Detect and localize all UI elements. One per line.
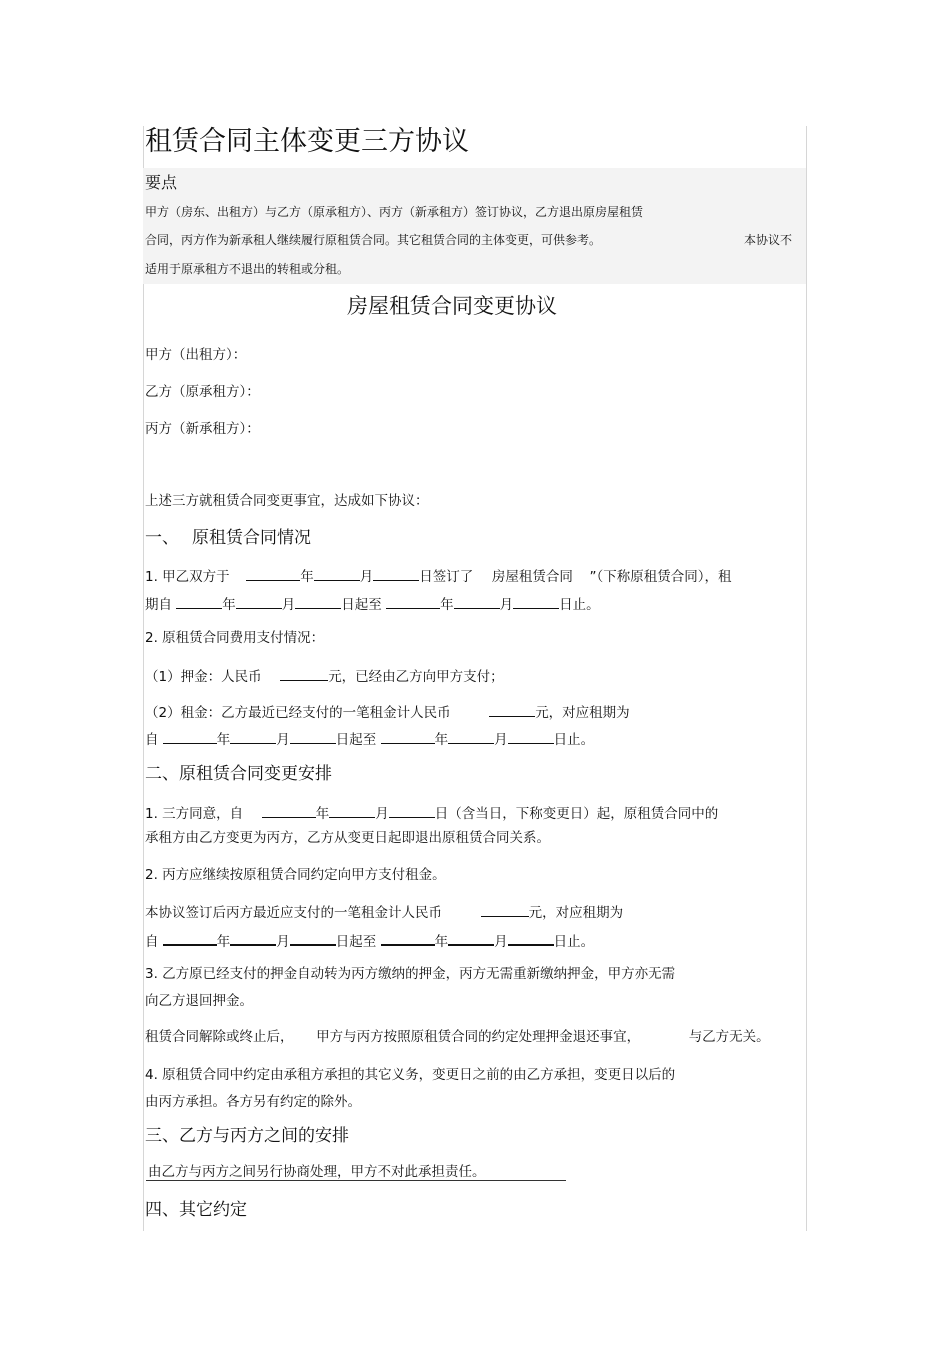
- section-1-heading-num: 一、: [145, 528, 179, 548]
- unit-month: 月: [281, 597, 296, 613]
- unit-year: 年: [216, 732, 231, 748]
- s2-p3-d: 日起至: [335, 934, 377, 950]
- s1-p3-a: （1）押金：人民币: [145, 669, 262, 685]
- s1-p4-line1: [145, 704, 630, 721]
- s1-p1-a: 1. 甲乙双方于: [145, 569, 230, 585]
- year-blank[interactable]: [262, 805, 316, 818]
- s2-p4-line1: 3. 乙方原已经支付的押金自动转为丙方缴纳的押金，丙方无需重新缴纳押金，甲方亦无需: [145, 966, 676, 982]
- year-blank[interactable]: [163, 731, 217, 744]
- month-blank[interactable]: [448, 932, 494, 946]
- month-blank[interactable]: [314, 568, 360, 581]
- rent-blank[interactable]: [489, 704, 535, 717]
- s2-p5: [145, 1031, 770, 1045]
- unit-year: 年: [434, 732, 449, 748]
- party-b: 乙方（原承租方）：: [145, 384, 260, 400]
- s2-p3-b: 元，对应租期为: [528, 905, 624, 921]
- deposit-blank[interactable]: [280, 668, 328, 681]
- s2-p3-line1: [145, 904, 623, 921]
- unit-month: 月: [276, 934, 290, 950]
- s1-p1-g: 日止。: [559, 597, 600, 613]
- day-blank[interactable]: [508, 932, 554, 946]
- s3-underline: [146, 1180, 566, 1181]
- page-title: 租赁合同主体变更三方协议: [145, 126, 469, 157]
- s1-p3: [145, 668, 504, 685]
- s2-p6-line2: 由丙方承担。各方另有约定的除外。: [145, 1094, 361, 1110]
- day-blank[interactable]: [295, 596, 341, 609]
- left-margin-line: [143, 126, 144, 1231]
- unit-year: 年: [222, 597, 236, 613]
- summary-line-2: 合同，丙方作为新承租人继续履行原租赁合同。其它租赁合同的主体变更，可供参考。: [145, 233, 602, 247]
- summary-line-1: 甲方（房东、出租方）与乙方（原承租方）、丙方（新承租方）签订协议，乙方退出原房屋租赁: [145, 205, 644, 219]
- month-blank[interactable]: [329, 805, 375, 818]
- section-3-heading: 三、乙方与丙方之间的安排: [145, 1126, 349, 1146]
- unit-year: 年: [440, 597, 454, 613]
- year-blank[interactable]: [176, 596, 222, 609]
- month-blank[interactable]: [454, 596, 500, 609]
- s2-p5-a: 租赁合同解除或终止后，: [145, 1029, 294, 1045]
- s1-p1-e: 期自: [145, 597, 172, 613]
- s1-p1-f: 日起至: [341, 597, 382, 613]
- unit-month: 月: [494, 732, 508, 748]
- s1-p2: 2. 原租赁合同费用支付情况：: [145, 630, 325, 646]
- s2-p1-line1: [145, 805, 718, 822]
- year-blank[interactable]: [163, 932, 217, 946]
- section-1-heading: 原租赁合同情况: [192, 528, 311, 548]
- day-blank[interactable]: [373, 568, 419, 581]
- unit-month: 月: [359, 569, 374, 585]
- month-blank[interactable]: [230, 932, 276, 946]
- year-blank[interactable]: [381, 932, 435, 946]
- s1-p3-b: 元，已经由乙方向甲方支付；: [328, 669, 504, 685]
- s2-p1-line2: 承租方由乙方变更为丙方，乙方从变更日起即退出原租赁合同关系。: [145, 830, 550, 846]
- s1-p1-b: 日签订了: [419, 569, 474, 585]
- s1-p1-line1: [145, 568, 731, 585]
- intro-text: 上述三方就租赁合同变更事宜，达成如下协议：: [145, 493, 429, 509]
- day-blank[interactable]: [389, 805, 435, 818]
- s1-p1-line2: [145, 596, 600, 613]
- unit-month: 月: [276, 732, 290, 748]
- year-blank[interactable]: [246, 568, 300, 581]
- section-2-heading: 二、原租赁合同变更安排: [145, 764, 332, 784]
- s2-p2: 2. 丙方应继续按原租赁合同约定向甲方支付租金。: [145, 867, 446, 883]
- day-blank[interactable]: [508, 731, 554, 744]
- unit-month: 月: [494, 934, 508, 950]
- s2-p3-a: 本协议签订后丙方最近应支付的一笔租金计人民币: [145, 905, 442, 921]
- summary-heading: 要点: [145, 173, 178, 192]
- s1-p4-c: 自: [145, 732, 159, 748]
- s2-p5-b: 甲方与丙方按照原租赁合同的约定处理押金退还事宜，: [316, 1029, 641, 1045]
- unit-month: 月: [375, 806, 389, 822]
- right-margin-line: [806, 126, 807, 1231]
- unit-year: 年: [315, 806, 330, 822]
- s1-p1-c: 房屋租赁合同: [491, 569, 573, 585]
- s2-p6-line1: 4. 原租赁合同中约定由承租方承担的其它义务，变更日之前的由乙方承担，变更日以后的: [145, 1067, 676, 1083]
- s2-p3-line2: [145, 932, 594, 950]
- party-c: 丙方（新承租方）：: [145, 421, 260, 437]
- unit-month: 月: [499, 597, 514, 613]
- s2-p4-line2: 向乙方退回押金。: [145, 993, 253, 1009]
- s2-p1-a: 1. 三方同意，自: [145, 806, 244, 822]
- s1-p4-a: （2）租金：乙方最近已经支付的一笔租金计人民币: [145, 705, 451, 721]
- month-blank[interactable]: [230, 731, 276, 744]
- s3-p1: 由乙方与丙方之间另行协商处理，甲方不对此承担责任。: [148, 1164, 486, 1180]
- day-blank[interactable]: [513, 596, 559, 609]
- s1-p4-b: 元，对应租期为: [535, 705, 630, 721]
- day-blank[interactable]: [290, 932, 336, 946]
- month-blank[interactable]: [448, 731, 494, 744]
- s2-p3-c: 自: [145, 934, 159, 950]
- month-blank[interactable]: [236, 596, 282, 609]
- rent-blank[interactable]: [481, 904, 529, 917]
- unit-year: 年: [216, 934, 231, 950]
- year-blank[interactable]: [381, 731, 435, 744]
- s1-p4-d: 日起至: [335, 732, 377, 748]
- s2-p1-b: 日（含当日，下称变更日）起，原租赁合同中的: [434, 806, 719, 822]
- document-title: 房屋租赁合同变更协议: [347, 294, 557, 318]
- s2-p5-c: 与乙方无关。: [688, 1029, 770, 1045]
- year-blank[interactable]: [386, 596, 440, 609]
- unit-year: 年: [434, 934, 449, 950]
- s1-p1-d: ”（下称原租赁合同），租: [589, 569, 732, 585]
- s2-p3-e: 日止。: [553, 934, 595, 950]
- day-blank[interactable]: [290, 731, 336, 744]
- s1-p4-line2: [145, 731, 594, 748]
- s1-p4-e: 日止。: [553, 732, 595, 748]
- section-4-heading: 四、其它约定: [145, 1200, 247, 1220]
- unit-year: 年: [300, 569, 314, 585]
- party-a: 甲方（出租方）：: [145, 347, 247, 363]
- summary-line-3: 适用于原承租方不退出的转租或分租。: [145, 262, 350, 276]
- summary-line-2-tail: 本协议不: [744, 233, 793, 247]
